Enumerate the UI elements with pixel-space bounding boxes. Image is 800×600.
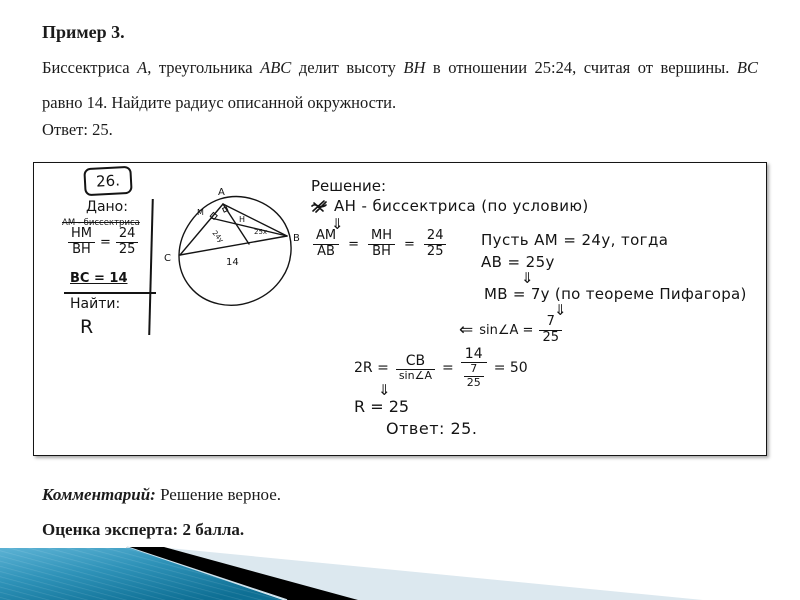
point-h-label: H xyxy=(239,215,246,224)
angle-mark-a xyxy=(223,207,228,212)
problem-var-bc: BC xyxy=(736,58,758,77)
bottom-decoration xyxy=(0,540,800,600)
problem-statement xyxy=(42,50,758,120)
problem-text: делит высоту xyxy=(291,58,404,77)
problem-var-a: A xyxy=(137,58,148,77)
problem-text: , треугольника xyxy=(147,58,261,77)
task-number: 26. xyxy=(95,171,121,191)
mb-line: MB = 7y (по теореме Пифагора) xyxy=(484,285,747,303)
height-bm xyxy=(211,218,287,236)
fraction-mh-bh: $\frac{MH}{BH}$ xyxy=(368,229,395,260)
fraction-hm-bh: $\frac{HM}{BH}$ xyxy=(68,227,95,258)
problem-var-bh: BH xyxy=(403,58,426,77)
handwritten-solution-box xyxy=(33,162,767,456)
given-struck-line: AM - биссектриса xyxy=(62,218,140,228)
fraction-24-25: $\frac{24}{25}$ xyxy=(116,227,139,258)
comment-text: Решение верное. xyxy=(160,485,282,504)
sine-equation xyxy=(459,315,562,346)
fraction-cb-sina: $\frac{CB}{\sin\angle A}$ xyxy=(396,353,435,383)
handwritten-answer: Ответ: 25. xyxy=(386,419,478,438)
chord-cb xyxy=(180,236,287,255)
down-arrow: ⇓ xyxy=(554,301,567,319)
slide-title: Пример 3. xyxy=(42,22,125,42)
solution-line1-text: AH - биссектриса (по условию) xyxy=(334,197,589,215)
let-line-2: AB = 25y xyxy=(481,253,555,271)
comment-label: Комментарий: xyxy=(42,485,156,504)
vertex-c-label: C xyxy=(164,253,171,264)
segment-bh-label: 25x xyxy=(254,228,268,236)
task-number-box xyxy=(83,166,132,196)
radius-value: R = 25 xyxy=(354,397,410,416)
vertex-a-label: A xyxy=(218,187,225,198)
given-divider xyxy=(64,292,156,294)
given-label: Дано: xyxy=(86,199,128,215)
find-value: R xyxy=(80,316,94,338)
expert-comment xyxy=(42,485,281,505)
let-line-1: Пусть AM = 24y, тогда xyxy=(481,231,669,249)
radius-lhs: 2R = xyxy=(354,359,389,376)
segment-mh-label: 24y xyxy=(210,229,225,245)
circumscribed-circle xyxy=(179,197,291,306)
problem-var-abc: ABC xyxy=(260,58,292,77)
left-arrow: ⇐ xyxy=(459,320,474,341)
fraction-14-over-7-25: $\frac{14}{\frac{7}{25}}$ xyxy=(461,346,487,389)
point-m-label: M xyxy=(197,208,204,217)
equals-sign: = xyxy=(404,236,415,252)
down-arrow: ⇓ xyxy=(378,381,391,399)
fraction-7-25: $\frac{7}{25}$ xyxy=(539,315,562,346)
equals-sign: = xyxy=(100,234,111,250)
expert-score: Оценка эксперта: 2 балла. xyxy=(42,520,245,539)
printed-answer: Ответ: 25. xyxy=(42,120,113,139)
find-label: Найти: xyxy=(70,296,121,312)
given-ratio xyxy=(68,227,138,258)
solution-label: Решение: xyxy=(311,177,387,195)
problem-text: равно 14. Найдите радиус описанной окружности. xyxy=(42,93,397,112)
down-arrow: ⇓ xyxy=(521,269,534,287)
equals-sign: = xyxy=(348,236,360,252)
problem-text: Биссектриса xyxy=(42,58,138,77)
radius-result: = 50 xyxy=(493,359,528,376)
fraction-am-ab: $\frac{AM}{AB}$ xyxy=(313,229,339,260)
fraction-24-25: $\frac{24}{25}$ xyxy=(424,229,447,260)
down-arrow: ⇓ xyxy=(331,215,344,233)
base-length-label: 14 xyxy=(226,257,239,268)
problem-text: в отношении 25:24, считая от вершины. xyxy=(425,58,737,77)
given-vertical-rule xyxy=(148,199,154,335)
scribble-mark xyxy=(311,199,328,214)
equals-sign: = xyxy=(441,359,454,376)
given-bc: BC = 14 xyxy=(70,271,128,286)
bisector-ratio-equation xyxy=(313,229,446,260)
vertex-b-label: B xyxy=(293,233,300,244)
sine-lhs: sin∠A = xyxy=(479,322,534,338)
fraction-7-25: $\frac{7}{25}$ xyxy=(464,363,484,389)
solution-line1 xyxy=(311,197,589,215)
